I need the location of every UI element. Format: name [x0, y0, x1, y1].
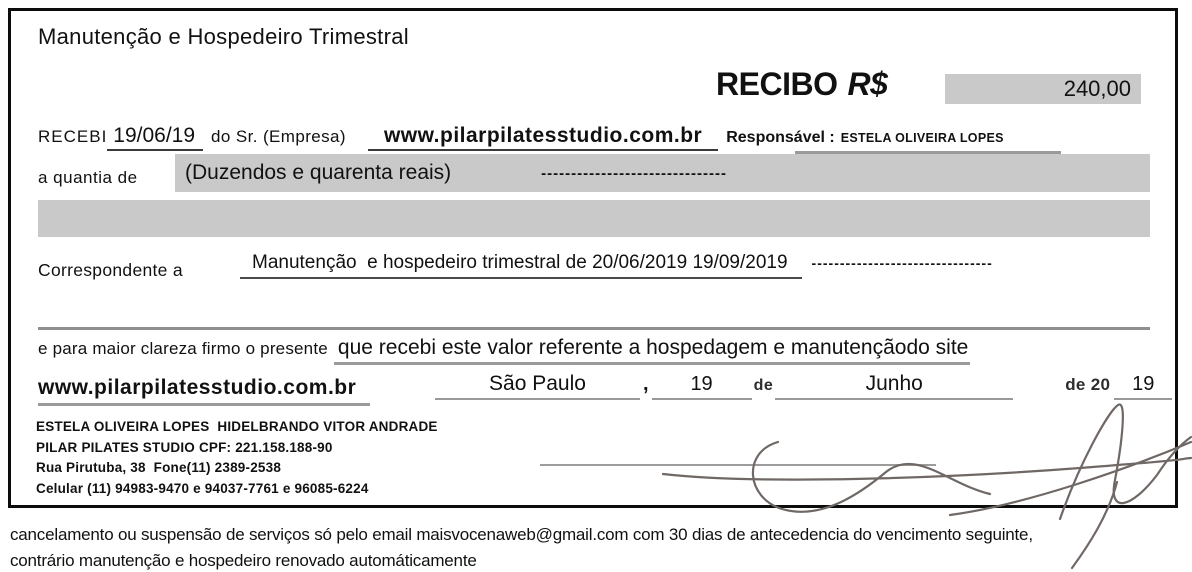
responsible-value: ESTELA OLIVEIRA LOPES — [840, 131, 1004, 145]
amount-value-field: 240,00 — [945, 74, 1141, 104]
cancellation-notice-line1: cancelamento ou suspensão de serviços só pelo email maisvocenaweb@gmail.com com 30 dias de antecedencia do vencimento seguinte, — [10, 525, 1033, 544]
receipt-date-field: 19/06/19 — [107, 124, 203, 151]
amount-words-label: a quantia de — [38, 168, 138, 187]
responsible-label: Responsável : — [726, 129, 835, 146]
clarity-line — [38, 336, 970, 365]
issuer-address-phone: Rua Pirutuba, 38 Fone(11) 2389-2538 — [36, 460, 282, 475]
amount-words-continuation-bar — [38, 200, 1150, 237]
received-line — [38, 124, 1004, 151]
year-field: 19 — [1114, 373, 1172, 400]
de-label: de — [753, 377, 774, 394]
amount-words-dashes: ------------------------------- — [541, 164, 728, 182]
recibo-heading — [716, 66, 887, 103]
corresponding-label: Correspondente a — [38, 260, 183, 280]
issuer-contact-block — [36, 417, 438, 499]
de-20-label: de 20 — [1065, 375, 1111, 394]
cancellation-notice — [10, 522, 1033, 572]
blank-rule-line — [38, 327, 1150, 330]
clarity-label: e para maior clareza firmo o presente — [38, 339, 328, 358]
cancellation-notice-line2: contrário manutenção e hospedeiro renovado automáticamente — [10, 551, 477, 570]
currency-label: R$ — [847, 66, 888, 102]
issuer-cpf: PILAR PILATES STUDIO CPF: 221.158.188-90 — [36, 439, 333, 455]
city-field: São Paulo — [435, 372, 640, 400]
amount-words-field — [175, 154, 1150, 192]
day-field: 19 — [652, 373, 752, 400]
amount-words-value: (Duzendos e quarenta reais) — [185, 161, 452, 184]
month-field: Junho — [775, 372, 1013, 400]
corresponding-value: Manutenção e hospedeiro trimestral de 20/06/2019 19/09/2019 — [240, 252, 802, 279]
site-url: www.pilarpilatesstudio.com.br — [38, 376, 370, 406]
issuer-names: ESTELA OLIVEIRA LOPES HIDELBRANDO VITOR ANDRADE — [36, 419, 438, 434]
issuer-mobile-phones: Celular (11) 94983-9470 e 94037-7761 e 96085-6224 — [36, 480, 369, 496]
corresponding-dashes: -------------------------------- — [811, 255, 993, 271]
payer-value-field: www.pilarpilatesstudio.com.br — [368, 124, 718, 151]
comma-separator: , — [643, 373, 649, 395]
corresponding-line — [240, 252, 993, 279]
clarity-value: que recebi este valor referente a hospedagem e manutençãodo site — [334, 336, 970, 365]
recibo-label: RECIBO — [716, 66, 838, 102]
payer-label: do Sr. (Empresa) — [211, 127, 346, 146]
recebi-label: RECEBI — [38, 127, 108, 146]
receipt-title: Manutenção e Hospedeiro Trimestral — [38, 24, 409, 49]
